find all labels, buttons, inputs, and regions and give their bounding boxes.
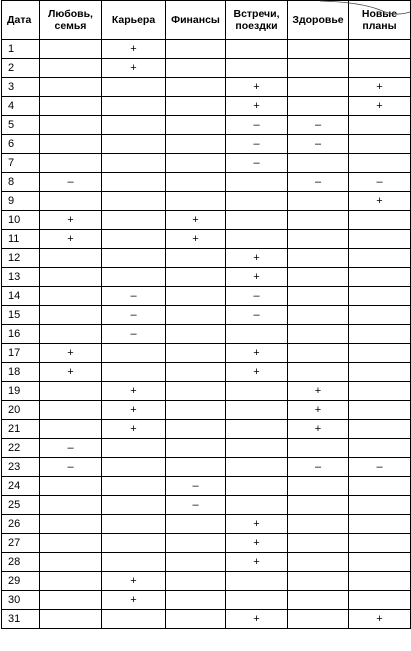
cell-date: 16 [2, 325, 40, 344]
cell-date: 12 [2, 249, 40, 268]
column-header-new-plans: Новые планы [349, 1, 411, 40]
table-row [2, 306, 411, 325]
cell-date: 17 [2, 344, 40, 363]
cell-love-family [40, 553, 102, 572]
column-header-love-family: Любовь, семья [40, 1, 102, 40]
cell-health [288, 40, 349, 59]
cell-date: 22 [2, 439, 40, 458]
cell-meetings-trips: + [226, 553, 288, 572]
cell-meetings-trips [226, 211, 288, 230]
table-row [2, 59, 411, 78]
cell-career: + [102, 591, 166, 610]
cell-love-family [40, 591, 102, 610]
cell-finance: + [166, 211, 226, 230]
cell-finance [166, 40, 226, 59]
cell-love-family [40, 401, 102, 420]
cell-new-plans [349, 363, 411, 382]
cell-meetings-trips: + [226, 78, 288, 97]
cell-finance [166, 59, 226, 78]
cell-finance [166, 439, 226, 458]
cell-health [288, 477, 349, 496]
cell-date: 7 [2, 154, 40, 173]
table-row [2, 458, 411, 477]
cell-new-plans [349, 401, 411, 420]
cell-finance [166, 610, 226, 629]
cell-date: 26 [2, 515, 40, 534]
table-row [2, 249, 411, 268]
cell-finance: – [166, 496, 226, 515]
table-row [2, 40, 411, 59]
forecast-table [1, 0, 411, 629]
cell-new-plans [349, 572, 411, 591]
cell-new-plans [349, 59, 411, 78]
cell-date: 18 [2, 363, 40, 382]
cell-career: + [102, 382, 166, 401]
cell-new-plans [349, 249, 411, 268]
cell-career [102, 515, 166, 534]
cell-finance [166, 458, 226, 477]
cell-meetings-trips [226, 325, 288, 344]
cell-health [288, 496, 349, 515]
cell-love-family [40, 496, 102, 515]
cell-love-family [40, 268, 102, 287]
cell-finance [166, 173, 226, 192]
cell-date: 30 [2, 591, 40, 610]
cell-date: 20 [2, 401, 40, 420]
cell-finance [166, 553, 226, 572]
table-row [2, 211, 411, 230]
cell-health [288, 192, 349, 211]
cell-career [102, 458, 166, 477]
cell-career: + [102, 572, 166, 591]
cell-health [288, 230, 349, 249]
cell-meetings-trips: + [226, 97, 288, 116]
table-row [2, 78, 411, 97]
column-header-career: Карьера [102, 1, 166, 40]
cell-meetings-trips: + [226, 534, 288, 553]
cell-new-plans [349, 420, 411, 439]
cell-meetings-trips: + [226, 268, 288, 287]
cell-meetings-trips: + [226, 363, 288, 382]
cell-love-family [40, 249, 102, 268]
cell-date: 23 [2, 458, 40, 477]
cell-health: – [288, 173, 349, 192]
cell-career [102, 268, 166, 287]
cell-meetings-trips: + [226, 344, 288, 363]
column-header-health: Здоровье [288, 1, 349, 40]
cell-date: 27 [2, 534, 40, 553]
cell-meetings-trips: – [226, 306, 288, 325]
cell-health [288, 287, 349, 306]
cell-new-plans [349, 591, 411, 610]
cell-career [102, 363, 166, 382]
column-header-date: Дата [2, 1, 40, 40]
cell-career: – [102, 287, 166, 306]
cell-health: + [288, 382, 349, 401]
cell-new-plans: + [349, 192, 411, 211]
cell-finance [166, 325, 226, 344]
table-row [2, 344, 411, 363]
cell-new-plans [349, 211, 411, 230]
table-row [2, 154, 411, 173]
cell-finance [166, 135, 226, 154]
cell-meetings-trips [226, 230, 288, 249]
cell-career [102, 154, 166, 173]
cell-career: + [102, 420, 166, 439]
table-row [2, 173, 411, 192]
cell-career: – [102, 306, 166, 325]
cell-meetings-trips [226, 458, 288, 477]
cell-love-family [40, 420, 102, 439]
cell-new-plans [349, 40, 411, 59]
cell-new-plans [349, 477, 411, 496]
cell-new-plans [349, 515, 411, 534]
cell-career [102, 439, 166, 458]
cell-finance [166, 363, 226, 382]
cell-love-family: + [40, 363, 102, 382]
cell-health [288, 249, 349, 268]
cell-career: + [102, 40, 166, 59]
table-row [2, 230, 411, 249]
cell-new-plans [349, 534, 411, 553]
cell-career: – [102, 325, 166, 344]
table-row [2, 610, 411, 629]
cell-career [102, 173, 166, 192]
cell-date: 6 [2, 135, 40, 154]
cell-new-plans: – [349, 173, 411, 192]
cell-career [102, 116, 166, 135]
cell-meetings-trips [226, 382, 288, 401]
cell-career [102, 211, 166, 230]
cell-health [288, 78, 349, 97]
cell-date: 10 [2, 211, 40, 230]
table-row [2, 325, 411, 344]
table-row [2, 192, 411, 211]
cell-love-family [40, 97, 102, 116]
cell-meetings-trips: – [226, 116, 288, 135]
cell-finance [166, 249, 226, 268]
cell-new-plans: + [349, 78, 411, 97]
cell-meetings-trips: + [226, 610, 288, 629]
cell-health [288, 591, 349, 610]
cell-date: 11 [2, 230, 40, 249]
cell-career [102, 496, 166, 515]
cell-meetings-trips [226, 192, 288, 211]
cell-love-family: – [40, 173, 102, 192]
cell-new-plans: + [349, 610, 411, 629]
cell-love-family [40, 610, 102, 629]
cell-career [102, 477, 166, 496]
cell-date: 13 [2, 268, 40, 287]
cell-finance: + [166, 230, 226, 249]
cell-health [288, 306, 349, 325]
cell-career: + [102, 59, 166, 78]
table-row [2, 135, 411, 154]
cell-love-family [40, 534, 102, 553]
table-body [2, 40, 411, 629]
cell-new-plans [349, 553, 411, 572]
cell-meetings-trips [226, 591, 288, 610]
cell-finance [166, 382, 226, 401]
cell-health [288, 553, 349, 572]
cell-new-plans [349, 116, 411, 135]
cell-love-family [40, 382, 102, 401]
cell-date: 2 [2, 59, 40, 78]
cell-health [288, 610, 349, 629]
cell-date: 31 [2, 610, 40, 629]
cell-new-plans: + [349, 97, 411, 116]
table-row [2, 515, 411, 534]
table-row [2, 534, 411, 553]
cell-meetings-trips [226, 439, 288, 458]
cell-love-family [40, 154, 102, 173]
cell-career [102, 249, 166, 268]
cell-new-plans [349, 382, 411, 401]
cell-finance: – [166, 477, 226, 496]
cell-finance [166, 344, 226, 363]
cell-date: 28 [2, 553, 40, 572]
cell-love-family [40, 515, 102, 534]
cell-finance [166, 572, 226, 591]
cell-love-family: + [40, 344, 102, 363]
cell-health [288, 59, 349, 78]
cell-health: – [288, 458, 349, 477]
cell-health [288, 97, 349, 116]
cell-meetings-trips [226, 173, 288, 192]
cell-meetings-trips [226, 59, 288, 78]
cell-love-family [40, 78, 102, 97]
cell-career [102, 534, 166, 553]
cell-meetings-trips: + [226, 249, 288, 268]
cell-love-family [40, 306, 102, 325]
cell-date: 29 [2, 572, 40, 591]
cell-career [102, 553, 166, 572]
cell-love-family [40, 135, 102, 154]
cell-finance [166, 97, 226, 116]
table-row [2, 287, 411, 306]
cell-finance [166, 534, 226, 553]
cell-health: – [288, 135, 349, 154]
cell-date: 19 [2, 382, 40, 401]
cell-career [102, 610, 166, 629]
cell-love-family [40, 116, 102, 135]
table-row [2, 591, 411, 610]
cell-love-family [40, 477, 102, 496]
cell-finance [166, 401, 226, 420]
cell-finance [166, 116, 226, 135]
cell-new-plans [349, 496, 411, 515]
cell-health: – [288, 116, 349, 135]
cell-date: 9 [2, 192, 40, 211]
table-row [2, 116, 411, 135]
cell-health: + [288, 401, 349, 420]
cell-finance [166, 192, 226, 211]
cell-finance [166, 515, 226, 534]
cell-new-plans [349, 230, 411, 249]
cell-career [102, 135, 166, 154]
cell-date: 24 [2, 477, 40, 496]
cell-meetings-trips [226, 40, 288, 59]
cell-meetings-trips: + [226, 515, 288, 534]
cell-meetings-trips [226, 477, 288, 496]
cell-career: + [102, 401, 166, 420]
cell-finance [166, 591, 226, 610]
cell-love-family [40, 287, 102, 306]
cell-love-family: – [40, 439, 102, 458]
cell-career [102, 344, 166, 363]
table-row [2, 439, 411, 458]
cell-new-plans [349, 306, 411, 325]
page [1, 0, 410, 651]
cell-love-family: + [40, 211, 102, 230]
table-header-row [2, 1, 411, 40]
cell-meetings-trips [226, 401, 288, 420]
cell-date: 4 [2, 97, 40, 116]
table-row [2, 268, 411, 287]
cell-love-family [40, 40, 102, 59]
cell-health [288, 211, 349, 230]
cell-date: 21 [2, 420, 40, 439]
cell-finance [166, 287, 226, 306]
cell-finance [166, 154, 226, 173]
cell-health [288, 268, 349, 287]
cell-finance [166, 268, 226, 287]
table-row [2, 382, 411, 401]
cell-new-plans [349, 135, 411, 154]
cell-date: 3 [2, 78, 40, 97]
cell-health [288, 325, 349, 344]
cell-new-plans: – [349, 458, 411, 477]
cell-meetings-trips [226, 420, 288, 439]
cell-new-plans [349, 325, 411, 344]
table-row [2, 496, 411, 515]
cell-love-family: + [40, 230, 102, 249]
cell-meetings-trips [226, 496, 288, 515]
cell-meetings-trips: – [226, 287, 288, 306]
cell-health [288, 534, 349, 553]
table-row [2, 401, 411, 420]
cell-finance [166, 420, 226, 439]
cell-love-family [40, 59, 102, 78]
cell-health [288, 344, 349, 363]
cell-meetings-trips: – [226, 154, 288, 173]
column-header-finance: Финансы [166, 1, 226, 40]
cell-new-plans [349, 268, 411, 287]
cell-date: 5 [2, 116, 40, 135]
cell-health: + [288, 420, 349, 439]
table-row [2, 572, 411, 591]
cell-love-family [40, 192, 102, 211]
cell-new-plans [349, 154, 411, 173]
cell-new-plans [349, 344, 411, 363]
cell-meetings-trips [226, 572, 288, 591]
cell-date: 8 [2, 173, 40, 192]
cell-health [288, 515, 349, 534]
table-row [2, 363, 411, 382]
cell-meetings-trips: – [226, 135, 288, 154]
cell-career [102, 230, 166, 249]
table-row [2, 553, 411, 572]
cell-career [102, 97, 166, 116]
cell-career [102, 78, 166, 97]
table-row [2, 97, 411, 116]
cell-date: 14 [2, 287, 40, 306]
cell-new-plans [349, 287, 411, 306]
cell-health [288, 572, 349, 591]
cell-date: 1 [2, 40, 40, 59]
cell-new-plans [349, 439, 411, 458]
cell-date: 25 [2, 496, 40, 515]
cell-love-family [40, 325, 102, 344]
cell-finance [166, 306, 226, 325]
table-row [2, 420, 411, 439]
column-header-meetings-trips: Встречи, поездки [226, 1, 288, 40]
cell-love-family: – [40, 458, 102, 477]
cell-health [288, 154, 349, 173]
cell-health [288, 363, 349, 382]
cell-finance [166, 78, 226, 97]
cell-love-family [40, 572, 102, 591]
cell-health [288, 439, 349, 458]
cell-date: 15 [2, 306, 40, 325]
table-row [2, 477, 411, 496]
cell-career [102, 192, 166, 211]
